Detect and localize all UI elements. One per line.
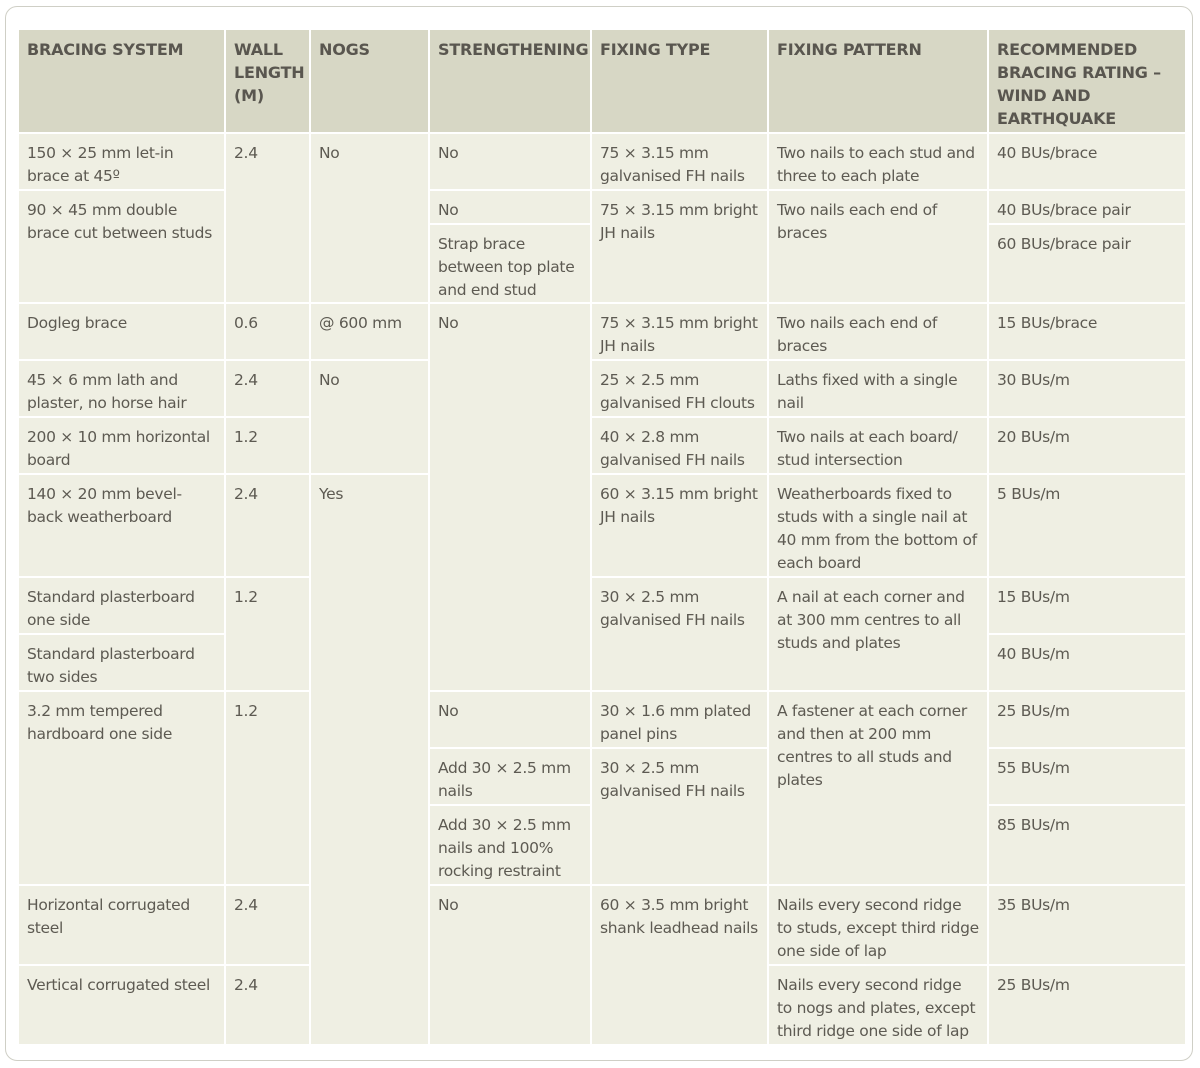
- cell-strengthening: No: [429, 885, 591, 1045]
- cell-system: Standard plasterboard one side: [18, 577, 225, 634]
- cell-system: 150 × 25 mm let-in brace at 45º: [18, 133, 225, 190]
- header-fixing-type: FIXING TYPE: [591, 29, 768, 133]
- cell-pattern: Nails every second ridge to studs, except third ridge one side of lap: [768, 885, 988, 965]
- header-strengthening: STRENGTHENING: [429, 29, 591, 133]
- table-row: [18, 133, 1186, 190]
- header-bracing-system: BRACING SYSTEM: [18, 29, 225, 133]
- cell-length: 2.4: [225, 474, 310, 577]
- cell-strengthening: No: [429, 691, 591, 748]
- cell-system: Dogleg brace: [18, 303, 225, 360]
- cell-rating: 5 BUs/m: [988, 474, 1186, 577]
- table-row: [18, 360, 1186, 417]
- cell-strengthening: No: [429, 303, 591, 691]
- cell-strengthening: Add 30 × 2.5 mm nails: [429, 748, 591, 805]
- cell-length: 0.6: [225, 303, 310, 360]
- cell-rating: 15 BUs/brace: [988, 303, 1186, 360]
- cell-pattern: Two nails to each stud and three to each plate: [768, 133, 988, 190]
- cell-pattern: A nail at each corner and at 300 mm centres to all studs and plates: [768, 577, 988, 691]
- header-rating: RECOMMENDED BRACING RATING – WIND AND EARTHQUAKE: [988, 29, 1186, 133]
- cell-fixing-type: 30 × 2.5 mm galvanised FH nails: [591, 748, 768, 885]
- cell-rating: 55 BUs/m: [988, 748, 1186, 805]
- cell-fixing-type: 75 × 3.15 mm bright JH nails: [591, 303, 768, 360]
- cell-length: 1.2: [225, 691, 310, 885]
- cell-nogs: No: [310, 133, 429, 303]
- table-row: [18, 691, 1186, 748]
- cell-fixing-type: 75 × 3.15 mm galvanised FH nails: [591, 133, 768, 190]
- cell-pattern: Nails every second ridge to nogs and plates, except third ridge one side of lap: [768, 965, 988, 1045]
- cell-rating: 40 BUs/brace: [988, 133, 1186, 190]
- table-row: [18, 303, 1186, 360]
- cell-system: Horizontal corrugated steel: [18, 885, 225, 965]
- cell-pattern: Laths fixed with a single nail: [768, 360, 988, 417]
- cell-fixing-type: 40 × 2.8 mm galvanised FH nails: [591, 417, 768, 474]
- cell-system: Vertical corrugated steel: [18, 965, 225, 1045]
- cell-rating: 15 BUs/m: [988, 577, 1186, 634]
- table-row: [18, 885, 1186, 965]
- cell-length: 2.4: [225, 360, 310, 417]
- cell-fixing-type: 25 × 2.5 mm galvanised FH clouts: [591, 360, 768, 417]
- table-row: [18, 417, 1186, 474]
- cell-strengthening: Add 30 × 2.5 mm nails and 100% rocking restraint: [429, 805, 591, 885]
- cell-rating: 85 BUs/m: [988, 805, 1186, 885]
- cell-rating: 25 BUs/m: [988, 691, 1186, 748]
- cell-nogs: @ 600 mm: [310, 303, 429, 360]
- cell-pattern: Weatherboards fixed to studs with a single nail at 40 mm from the bottom of each board: [768, 474, 988, 577]
- cell-fixing-type: 60 × 3.15 mm bright JH nails: [591, 474, 768, 577]
- table-row: [18, 190, 1186, 224]
- cell-rating: 40 BUs/brace pair: [988, 190, 1186, 224]
- cell-system: 140 × 20 mm bevel-back weatherboard: [18, 474, 225, 577]
- cell-system: 200 × 10 mm horizontal board: [18, 417, 225, 474]
- header-wall-length: WALL LENGTH (M): [225, 29, 310, 133]
- cell-length: 1.2: [225, 577, 310, 691]
- cell-rating: 30 BUs/m: [988, 360, 1186, 417]
- cell-pattern: Two nails at each board/ stud intersection: [768, 417, 988, 474]
- bracing-table: [17, 28, 1187, 1046]
- cell-rating: 35 BUs/m: [988, 885, 1186, 965]
- header-nogs: NOGS: [310, 29, 429, 133]
- cell-fixing-type: 30 × 1.6 mm plated panel pins: [591, 691, 768, 748]
- table-row: [18, 577, 1186, 634]
- cell-system: 45 × 6 mm lath and plaster, no horse hair: [18, 360, 225, 417]
- cell-rating: 20 BUs/m: [988, 417, 1186, 474]
- cell-strengthening: Strap brace between top plate and end stud: [429, 224, 591, 303]
- cell-strengthening: No: [429, 133, 591, 190]
- cell-rating: 40 BUs/m: [988, 634, 1186, 691]
- cell-length: 2.4: [225, 885, 310, 965]
- table-row: [18, 474, 1186, 577]
- cell-length: 2.4: [225, 965, 310, 1045]
- cell-nogs: Yes: [310, 474, 429, 1045]
- cell-pattern: Two nails each end of braces: [768, 303, 988, 360]
- cell-fixing-type: 60 × 3.5 mm bright shank leadhead nails: [591, 885, 768, 1045]
- cell-rating: 60 BUs/brace pair: [988, 224, 1186, 303]
- cell-system: 3.2 mm tempered hardboard one side: [18, 691, 225, 885]
- cell-system: 90 × 45 mm double brace cut between studs: [18, 190, 225, 303]
- cell-system: Standard plasterboard two sides: [18, 634, 225, 691]
- cell-nogs: No: [310, 360, 429, 474]
- cell-strengthening: No: [429, 190, 591, 224]
- cell-length: 1.2: [225, 417, 310, 474]
- table-header-row: [18, 29, 1186, 133]
- cell-pattern: Two nails each end of braces: [768, 190, 988, 303]
- header-fixing-pattern: FIXING PATTERN: [768, 29, 988, 133]
- cell-rating: 25 BUs/m: [988, 965, 1186, 1045]
- cell-length: 2.4: [225, 133, 310, 303]
- cell-fixing-type: 30 × 2.5 mm galvanised FH nails: [591, 577, 768, 691]
- cell-pattern: A fastener at each corner and then at 200 mm centres to all studs and plates: [768, 691, 988, 885]
- cell-fixing-type: 75 × 3.15 mm bright JH nails: [591, 190, 768, 303]
